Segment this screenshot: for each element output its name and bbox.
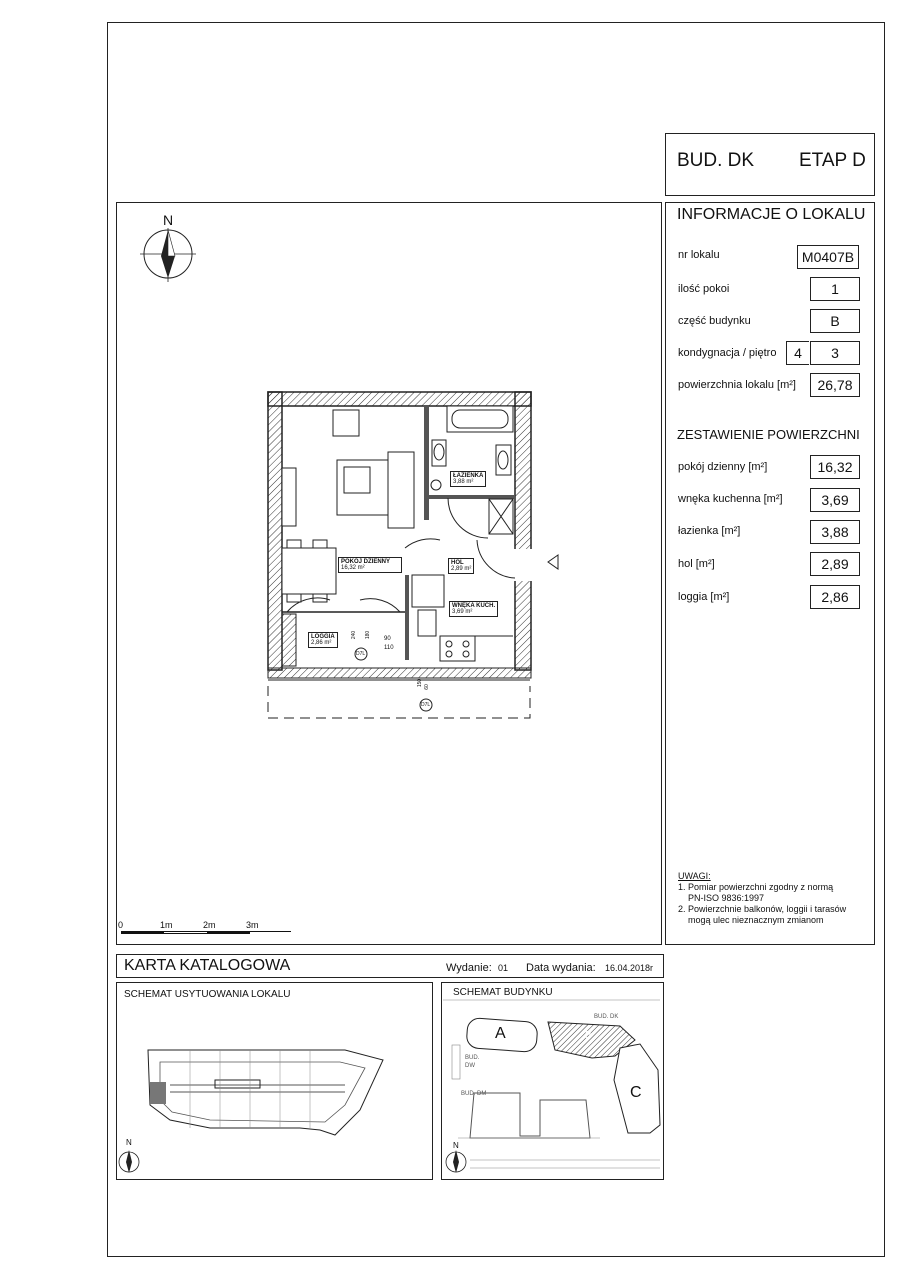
room-pokoj-area: 16,32 m² [341, 565, 365, 571]
info-value-pokoi: 1 [810, 277, 860, 301]
scale-1m: 1m [160, 920, 173, 930]
area-label-loggia: loggia [m²] [678, 591, 730, 603]
north-label: N [163, 212, 174, 228]
room-wneka-area: 3,69 m² [452, 609, 473, 615]
info-value-lokal: M0407B [797, 245, 859, 269]
area-value-lazienka: 3,88 [810, 520, 860, 544]
date-value: 16.04.2018r [605, 963, 654, 973]
building-label-a: A [495, 1025, 506, 1042]
date-label: Data wydania: [526, 962, 596, 974]
building-label-b: B [585, 1030, 592, 1041]
info-label-lokal: nr lokalu [678, 249, 720, 261]
notes-line-4: mogą ulec nieznacznym zmianom [688, 915, 824, 925]
area-label-hol: hol [m²] [678, 558, 715, 570]
building-north-arrow-icon [446, 1150, 466, 1173]
area-value-pokoj: 16,32 [810, 455, 860, 479]
scale-0: 0 [118, 920, 124, 930]
notes-line-1: 1. Pomiar powierzchni zgodny z normą [678, 882, 834, 892]
building-label-dm: BUD. DM [461, 1091, 487, 1097]
area-label-lazienka: łazienka [m²] [678, 525, 741, 537]
issue-label: Wydanie: [446, 962, 492, 974]
info-label-czesc: część budynku [678, 315, 751, 327]
building-title: SCHEMAT BUDYNKU [453, 987, 553, 998]
building-label-c: C [630, 1084, 642, 1101]
dim-60: 60 [423, 684, 430, 690]
room-lazienka-name: ŁAZIENKA [453, 473, 484, 479]
door-tag-1: D7L [356, 651, 366, 657]
building-label-dw: DW [465, 1063, 475, 1069]
location-north-label: N [126, 1138, 132, 1147]
area-value-loggia: 2,86 [810, 585, 860, 609]
area-value-hol: 2,89 [810, 552, 860, 576]
dim-110: 110 [384, 645, 394, 651]
building-label: BUD. DK [677, 150, 755, 171]
building-label-dk: BUD. DK [594, 1014, 619, 1020]
building-label-bud: BUD. [465, 1055, 480, 1061]
info-label-pietro: kondygnacja / piętro [678, 347, 777, 359]
info-value-pietro: 3 [810, 341, 860, 365]
building-north-label: N [453, 1141, 459, 1150]
location-title: SCHEMAT USYTUOWANIA LOKALU [124, 989, 291, 1000]
issue-value: 01 [498, 963, 509, 973]
room-wneka-name: WNĘKA KUCH. [452, 603, 496, 609]
info-value-powierzchnia: 26,78 [810, 373, 860, 397]
notes-line-2: PN-ISO 9836:1997 [688, 893, 765, 903]
stage-label: ETAP D [799, 150, 866, 171]
dim-240: 240 [351, 630, 358, 640]
info-label-powierzchnia: powierzchnia lokalu [m²] [678, 379, 796, 391]
area-label-pokoj: pokój dzienny [m²] [678, 461, 768, 473]
notes-title: UWAGI: [678, 871, 711, 881]
scale-2m: 2m [203, 920, 216, 930]
room-loggia-name: LOGGIA [311, 634, 335, 640]
building-dm-shape [470, 1093, 590, 1138]
area-label-wneka: wnęka kuchenna [m²] [678, 493, 783, 505]
dim-150: 150 [417, 678, 424, 688]
dim-90: 90 [384, 636, 391, 642]
info-title: INFORMACJE O LOKALU [677, 206, 866, 223]
room-hol-area: 2,89 m² [451, 566, 472, 572]
door-tag-2: D7L [421, 702, 431, 708]
room-loggia-area: 2,86 m² [311, 640, 332, 646]
dim-180: 180 [365, 630, 372, 640]
areas-title: ZESTAWIENIE POWIERZCHNI [677, 427, 860, 442]
card-title: KARTA KATALOGOWA [124, 957, 291, 974]
info-value-kondygnacja: 4 [786, 341, 809, 365]
area-value-wneka: 3,69 [810, 488, 860, 512]
info-value-czesc: B [810, 309, 860, 333]
notes-line-3: 2. Powierzchnie balkonów, loggii i tarasów [678, 904, 847, 914]
room-lazienka-area: 3,88 m² [453, 479, 474, 485]
room-hol-name: HOL [451, 560, 464, 566]
info-label-pokoi: ilość pokoi [678, 283, 730, 295]
scale-3m: 3m [246, 920, 259, 930]
room-pokoj-name: POKÓJ DZIENNY [341, 559, 391, 565]
